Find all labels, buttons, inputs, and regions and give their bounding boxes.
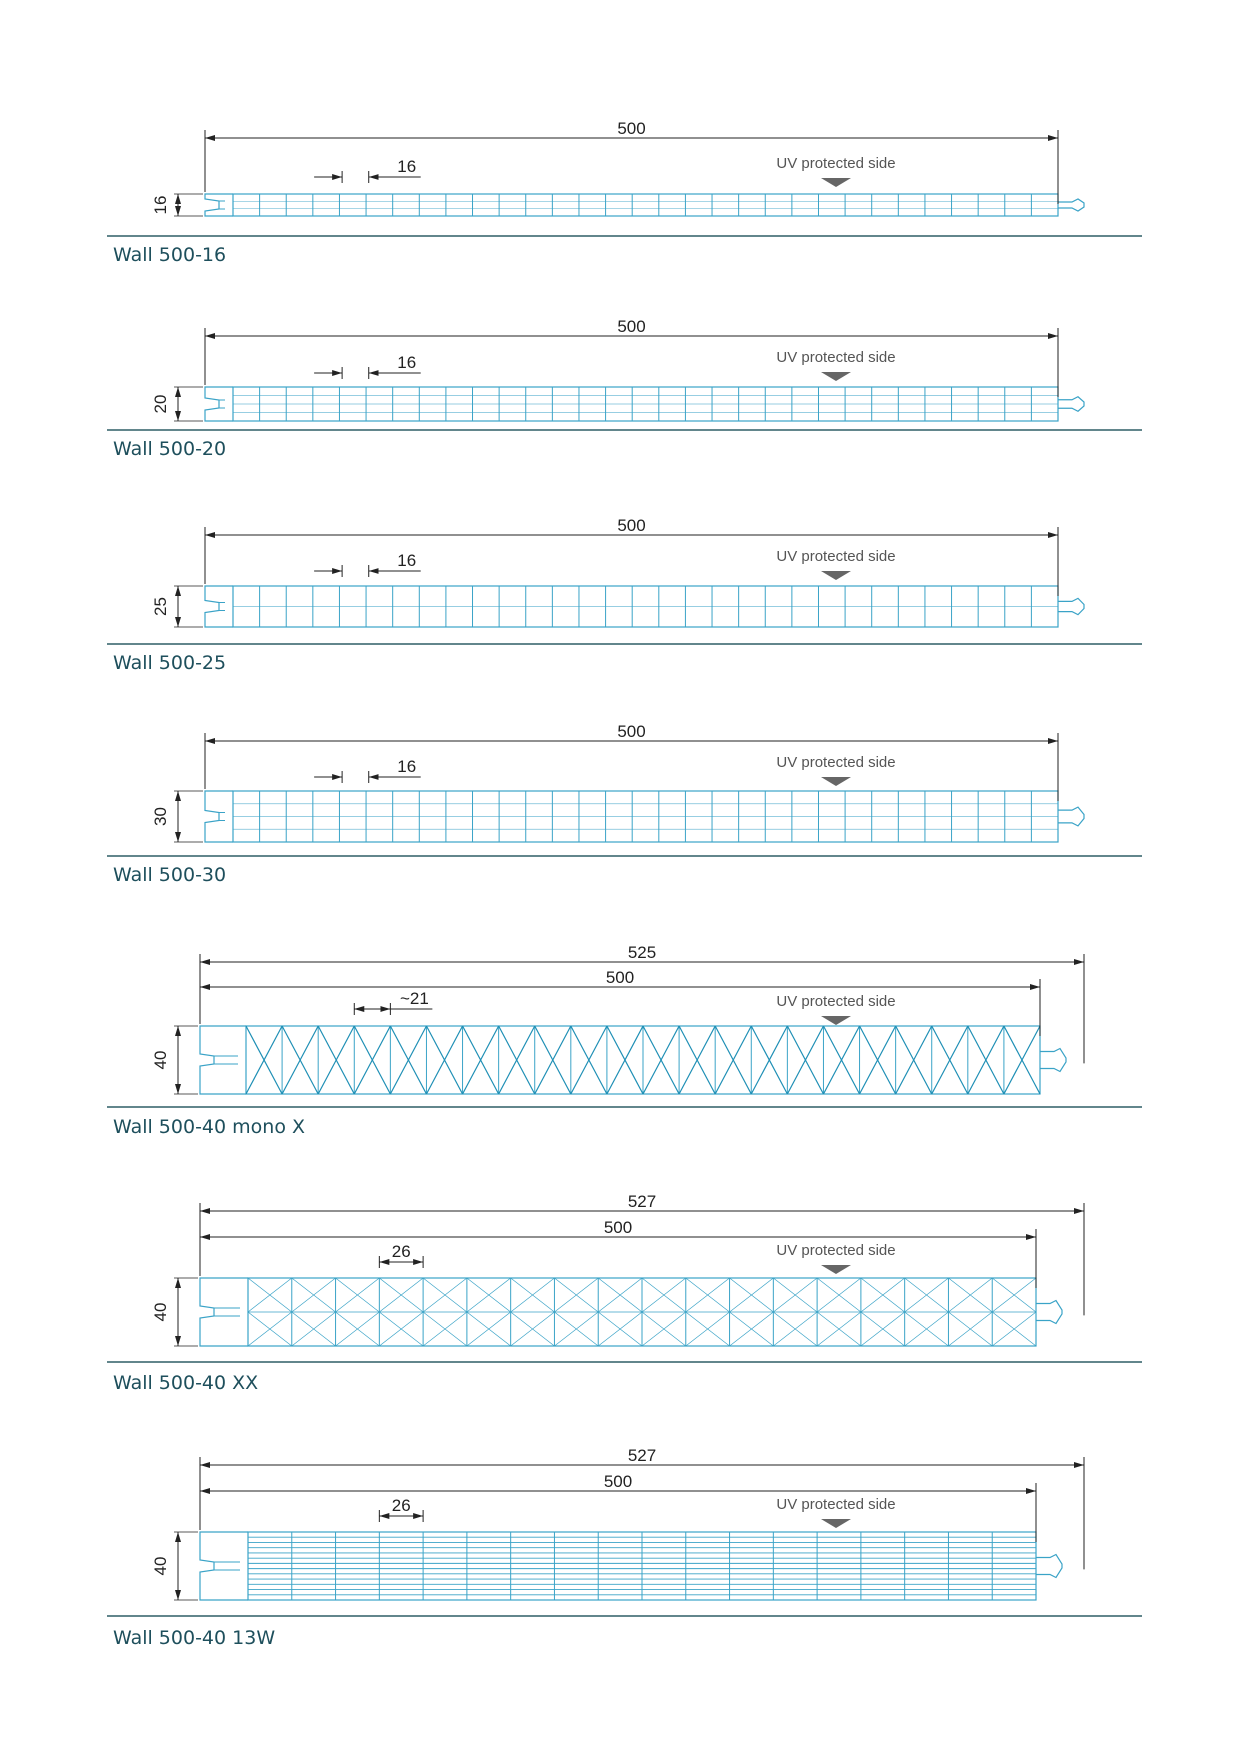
width-dimension-label: 500 [617, 722, 646, 741]
uv-protected-label: UV protected side [776, 1242, 896, 1259]
left-groove-connector [200, 1532, 248, 1600]
panel-profile [200, 1278, 1062, 1346]
left-groove-connector [200, 1278, 248, 1346]
thickness-label: 40 [151, 1302, 170, 1322]
cell-dimension-label: 16 [397, 353, 417, 372]
right-tongue-connector [1036, 1555, 1062, 1578]
left-groove-connector [205, 194, 233, 216]
panel-profile [205, 791, 1084, 842]
left-groove-connector [200, 1026, 246, 1094]
cell-dimension-label: ~21 [399, 989, 429, 1008]
left-groove-connector [205, 586, 233, 627]
uv-arrow-icon [821, 178, 851, 187]
right-tongue-connector [1040, 1049, 1066, 1072]
left-groove-inner [219, 201, 225, 209]
panel-caption: Wall 500-20 [113, 438, 227, 460]
uv-protected-label: UV protected side [776, 1496, 896, 1513]
uv-arrow-icon [821, 372, 851, 381]
panel-2 [107, 317, 1142, 430]
panel-profile [200, 1532, 1062, 1600]
cell-dimension-label: 16 [397, 757, 417, 776]
thickness-label: 40 [151, 1556, 170, 1576]
panel-profile [205, 586, 1084, 627]
width-dimension-label: 500 [617, 516, 646, 535]
panel-body [233, 194, 1058, 216]
width-dimension-label: 500 [603, 1472, 633, 1491]
width-dimension-label: 500 [605, 968, 635, 987]
left-groove-inner [219, 813, 225, 821]
width-dimension-label: 500 [617, 119, 646, 138]
left-groove-connector [205, 387, 233, 421]
panel-caption: Wall 500-30 [113, 864, 227, 886]
panel-profile [200, 1026, 1066, 1094]
thickness-label: 40 [151, 1050, 170, 1070]
thickness-label: 20 [151, 394, 170, 414]
uv-protected-label: UV protected side [776, 754, 896, 771]
uv-arrow-icon [821, 1519, 851, 1528]
width-dimension-label: 500 [603, 1218, 633, 1237]
thickness-label: 16 [151, 195, 170, 215]
uv-arrow-icon [821, 777, 851, 786]
uv-protected-label: UV protected side [776, 993, 896, 1010]
left-groove-inner [214, 1056, 238, 1064]
uv-protected-label: UV protected side [776, 155, 896, 172]
right-tongue-connector [1058, 598, 1084, 614]
uv-arrow-icon [821, 571, 851, 580]
overall-dimension-label: 527 [627, 1192, 657, 1211]
thickness-label: 25 [151, 597, 170, 616]
uv-protected-label: UV protected side [776, 349, 896, 366]
panel-7 [107, 1446, 1142, 1616]
panel-5 [107, 943, 1142, 1107]
left-groove-inner [219, 603, 225, 611]
panel-6 [107, 1192, 1142, 1362]
right-tongue-connector [1058, 397, 1084, 412]
right-tongue-connector [1058, 199, 1084, 211]
uv-arrow-icon [821, 1265, 851, 1274]
panel-caption: Wall 500-40 13W [113, 1627, 276, 1649]
left-groove-inner [214, 1308, 240, 1316]
cell-dimension-label: 26 [391, 1496, 411, 1515]
panel-caption: Wall 500-25 [113, 652, 227, 674]
thickness-label: 30 [151, 807, 170, 826]
left-groove-inner [219, 400, 225, 408]
panel-profile [205, 194, 1084, 216]
overall-dimension-label: 527 [627, 1446, 657, 1465]
left-groove-connector [205, 791, 233, 842]
panel-3 [107, 516, 1142, 644]
panel-1 [107, 119, 1142, 236]
right-tongue-connector [1058, 807, 1084, 826]
width-dimension-label: 500 [617, 317, 646, 336]
overall-dimension-label: 525 [627, 943, 657, 962]
panel-profile [205, 387, 1084, 421]
panel-caption: Wall 500-40 mono X [113, 1116, 306, 1138]
right-tongue-connector [1036, 1301, 1062, 1324]
panel-caption: Wall 500-16 [113, 244, 227, 266]
cell-dimension-label: 16 [397, 157, 417, 176]
uv-arrow-icon [821, 1016, 851, 1025]
uv-protected-label: UV protected side [776, 548, 896, 565]
left-groove-inner [214, 1562, 240, 1570]
panel-caption: Wall 500-40 XX [113, 1372, 259, 1394]
cell-dimension-label: 26 [391, 1242, 411, 1261]
panel-4 [107, 722, 1142, 856]
cell-dimension-label: 16 [397, 551, 417, 570]
